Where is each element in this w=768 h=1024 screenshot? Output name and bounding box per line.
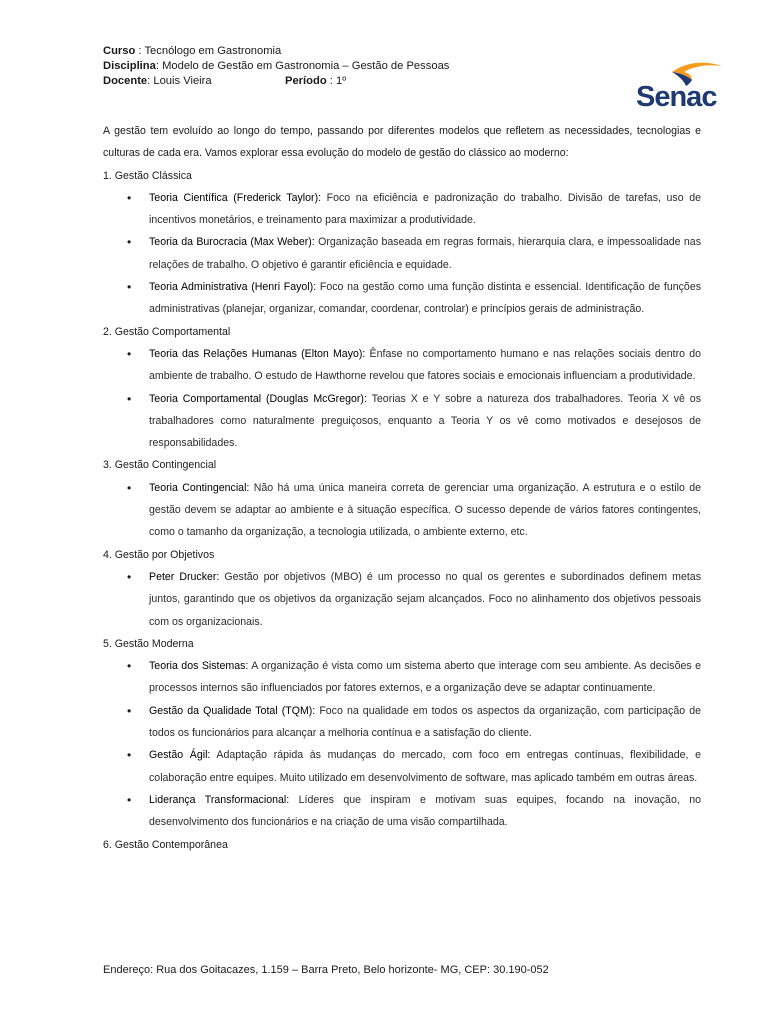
section-list: [103, 343, 701, 454]
section-list: [103, 655, 701, 833]
list-item: [103, 655, 701, 700]
intro-paragraph: A gestão tem evoluído ao longo do tempo, passando por diferentes modelos que refletem as necessidades, tecnologias e culturas de cada era. Vamos explorar essa evolução do modelo de gestão do clássico ao moderno:: [103, 125, 701, 160]
periodo-line: [285, 74, 346, 89]
section-list: [103, 187, 701, 321]
list-item: [103, 276, 701, 321]
bullet-icon: •: [127, 569, 132, 584]
item-term: Teoria Comportamental (Douglas McGregor):: [149, 392, 367, 405]
section-title: 6. Gestão Contemporânea: [103, 838, 228, 851]
section-title: 5. Gestão Moderna: [103, 637, 194, 650]
bullet-icon: •: [127, 391, 132, 406]
disciplina-value: : Modelo de Gestão em Gastronomia – Gestão de Pessoas: [155, 60, 450, 72]
section-list: [103, 477, 701, 544]
item-description: Foco na eficiência e padronização do trabalho. Divisão de tarefas, uso de incentivos monetários, e treinamento para maximizar a produtividade.: [149, 191, 702, 227]
document-body: [103, 120, 701, 856]
footer-address: Endereço: Rua dos Goitacazes, 1.159 – Barra Preto, Belo horizonte- MG, CEP: 30.190-052: [103, 964, 549, 976]
item-term: Teoria da Burocracia (Max Weber):: [149, 236, 315, 249]
bullet-icon: •: [127, 280, 132, 295]
item-description: Líderes que inspiram e motivam suas equipes, focando na inovação, no desenvolvimento dos funcionários e na criação de uma visão compartilhada.: [149, 793, 701, 829]
list-item: [103, 231, 701, 276]
list-item: [103, 700, 701, 745]
item-description: A organização é vista como um sistema aberto que interage com seu ambiente. As decisões e processos internos são influenciados por fatores externos, e a organização deve se adaptar continuamente.: [149, 660, 701, 695]
sections-container: [103, 165, 701, 856]
item-description: Não há uma única maneira correta de gerenciar uma organização. A estrutura e o estilo de gestão devem se adaptar ao ambiente e à situação específica. O sucesso depende de vários fatores contingentes, como o tamanho da organização, a tecnologia utilizada, o ambiente externo, etc.: [149, 481, 701, 539]
bullet-icon: •: [127, 346, 132, 361]
list-item: [103, 744, 701, 789]
docente-line: [103, 74, 449, 89]
bullet-icon: •: [127, 659, 132, 674]
periodo-label: Período: [285, 75, 327, 87]
item-description: Gestão por objetivos (MBO) é um processo no qual os gerentes e subordinados definem metas juntos, garantindo que os objetivos da organização sejam alcançados. Foco no alinhamento dos objetivos pessoais com os organizacionais.: [149, 570, 701, 628]
item-description: Ênfase no comportamento humano e nas relações sociais dentro do ambiente de trabalho. O estudo de Hawthorne revelou que fatores sociais e emocionais influenciam a produtividade.: [149, 347, 701, 383]
curso-label: Curso: [103, 45, 136, 57]
list-item: [103, 388, 701, 455]
item-term: Gestão Ágil:: [149, 749, 211, 762]
item-description: Foco na qualidade em todos os aspectos da organização, com participação de todos os funcionários para alcançar a melhoria contínua e a satisfação do cliente.: [149, 704, 701, 740]
list-item: [103, 566, 701, 633]
bullet-icon: •: [127, 748, 132, 763]
bullet-icon: •: [127, 792, 132, 807]
bullet-icon: •: [127, 703, 132, 718]
list-item: [103, 477, 701, 544]
section-list: [103, 566, 701, 633]
item-term: Teoria das Relações Humanas (Elton Mayo):: [149, 347, 366, 360]
list-item: [103, 187, 701, 232]
bullet-icon: •: [127, 235, 132, 250]
item-term: Peter Drucker:: [149, 570, 220, 583]
list-item: [103, 343, 701, 388]
section-title: 4. Gestão por Objetivos: [103, 548, 215, 561]
section-title: 1. Gestão Clássica: [103, 169, 192, 182]
bullet-icon: •: [127, 480, 132, 495]
section-title: 3. Gestão Contingencial: [103, 459, 217, 472]
item-description: Organização baseada em regras formais, hierarquia clara, e impessoalidade nas relações de trabalho. O objetivo é garantir eficiência e equidade.: [149, 236, 701, 271]
document-header: [103, 44, 449, 89]
disciplina-label: Disciplina: [103, 60, 156, 72]
curso-value: : Tecnólogo em Gastronomia: [135, 45, 282, 57]
senac-logo: [634, 56, 724, 112]
item-term: Teoria dos Sistemas:: [149, 660, 249, 673]
section-title: 2. Gestão Comportamental: [103, 325, 231, 338]
periodo-value: : 1º: [326, 75, 347, 87]
disciplina-line: [103, 59, 449, 74]
item-description: Adaptação rápida às mudanças do mercado, com foco em entregas contínuas, flexibilidade, e colaboração entre equipes. Muito utilizado em desenvolvimento de software, mas aplicado também em outras áreas.: [149, 749, 701, 784]
bullet-icon: •: [127, 190, 132, 205]
list-item: [103, 789, 701, 834]
docente-value: : Louis Vieira: [147, 75, 212, 87]
docente-label: Docente: [103, 75, 148, 87]
item-term: Teoria Contingencial:: [149, 481, 250, 494]
item-description: Teorias X e Y sobre a natureza dos trabalhadores. Teoria X vê os trabalhadores como naturalmente preguiçosos, enquanto a Teoria Y os vê como motivados e desejosos de responsabilidades.: [149, 392, 701, 450]
item-description: Foco na gestão como uma função distinta e essencial. Identificação de funções administrativas (planejar, organizar, comandar, coordenar, controlar) e princípios gerais de administração.: [149, 281, 702, 316]
item-term: Teoria Administrativa (Henri Fayol):: [149, 281, 317, 294]
item-term: Gestão da Qualidade Total (TQM):: [149, 704, 316, 717]
logo-orange-swoosh: [672, 63, 722, 80]
curso-line: [103, 44, 449, 59]
logo-text: Senac: [636, 81, 717, 112]
item-term: Teoria Científica (Frederick Taylor):: [149, 191, 322, 204]
item-term: Liderança Transformacional:: [149, 793, 290, 806]
